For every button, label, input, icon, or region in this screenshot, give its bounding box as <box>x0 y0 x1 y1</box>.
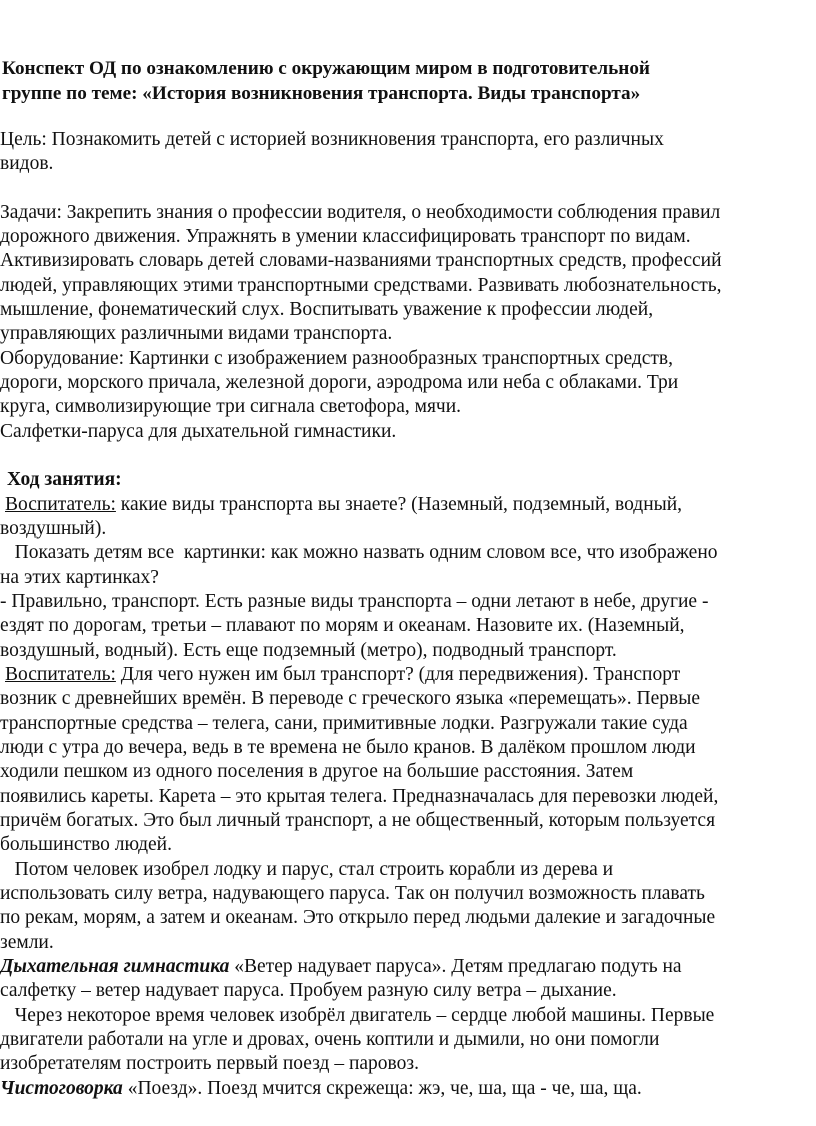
breathing-line-2: салфетку – ветер надувает паруса. Пробуем разную силу ветра – дыхание. <box>0 980 617 1001</box>
paragraph-2-line-3: - Правильно, транспорт. Есть разные виды транспорта – одни летают в небе, другие - <box>0 591 709 612</box>
tasks-line-4: людей, управляющих этими транспортными средствами. Развивать любознательность, <box>0 275 722 296</box>
equipment-line-1: Оборудование: Картинки с изображением разнообразных транспортных средств, <box>0 348 674 369</box>
goal-line-2: видов. <box>0 153 54 174</box>
paragraph-3-line-6: появились кареты. Карета – это крытая телега. Предназначалась для перевозки людей, <box>0 786 719 807</box>
tasks-line-5: мышление, фонематический слух. Воспитывать уважение к профессии людей, <box>0 299 654 320</box>
document-title-line-2: группе по теме: «История возникновения транспорта. Виды транспорта» <box>2 83 641 104</box>
tongue-twister-label: Чистоговорка <box>0 1078 123 1099</box>
paragraph-2-line-1: Показать детям все картинки: как можно назвать одним словом все, что изображено <box>0 542 718 563</box>
paragraph-5-line-1: Через некоторое время человек изобрёл двигатель – сердце любой машины. Первые <box>0 1005 715 1026</box>
breathing-label: Дыхательная гимнастика <box>0 956 230 977</box>
equipment-line-2: дороги, морского причала, железной дороги, аэродрома или неба с облаками. Три <box>0 372 679 393</box>
tongue-twister-text: «Поезд». Поезд мчится скрежеща: жэ, че, ша, ща - че, ша, ща. <box>122 1078 642 1099</box>
tongue-twister-line <box>0 1077 642 1101</box>
paragraph-3-line-7: причём богатых. Это был личный транспорт, а не общественный, которым пользуется <box>0 810 716 831</box>
paragraph-3-line-4: люди с утра до вечера, ведь в те времена не было кранов. В далёком прошлом люди <box>0 737 696 758</box>
paragraph-4-line-1: Потом человек изобрел лодку и парус, стал строить корабли из дерева и <box>0 859 614 880</box>
equipment-line-4: Салфетки-паруса для дыхательной гимнастики. <box>0 421 397 442</box>
paragraph-2-line-5: воздушный, водный). Есть еще подземный (метро), подводный транспорт. <box>0 640 617 661</box>
tasks-line-2: дорожного движения. Упражнять в умении классифицировать транспорт по видам. <box>0 226 691 247</box>
paragraph-5-line-2: двигатели работали на угле и дровах, очень коптили и дымили, но они помогли <box>0 1029 660 1050</box>
goal-line-1: Цель: Познакомить детей с историей возникновения транспорта, его различных <box>0 129 664 150</box>
tasks-line-1: Задачи: Закрепить знания о профессии водителя, о необходимости соблюдения правил <box>0 202 721 223</box>
breathing-text: «Ветер надувает паруса». Детям предлагаю подуть на <box>229 956 682 977</box>
paragraph-3-line-3: транспортные средства – телега, сани, примитивные лодки. Разгружали такие суда <box>0 713 688 734</box>
tasks-line-6: управляющих различными видами транспорта. <box>0 323 393 344</box>
paragraph-3-line-8: большинство людей. <box>0 834 172 855</box>
breathing-line-1 <box>0 955 682 979</box>
paragraph-3-line-2: возник с древнейших времён. В переводе с греческого языка «перемещать». Первые <box>0 688 700 709</box>
paragraph-2-line-2: на этих картинках? <box>0 567 159 588</box>
paragraph-3-line-1 <box>5 663 680 687</box>
paragraph-3-text: Для чего нужен им был транспорт? (для передвижения). Транспорт <box>115 664 681 685</box>
document-title-line-1: Конспект ОД по ознакомлению с окружающим миром в подготовительной <box>2 58 650 79</box>
paragraph-3-line-5: ходили пешком из одного поселения в другое на большие расстояния. Затем <box>0 761 634 782</box>
teacher-label: Воспитатель: <box>5 494 116 515</box>
paragraph-4-line-4: земли. <box>0 932 54 953</box>
paragraph-5-line-3: изобретателям построить первый поезд – паровоз. <box>0 1053 419 1074</box>
lesson-heading: Ход занятия: <box>7 469 122 490</box>
equipment-line-3: круга, символизирующие три сигнала светофора, мячи. <box>0 396 462 417</box>
paragraph-1-line-2: воздушный). <box>0 518 107 539</box>
tasks-line-3: Активизировать словарь детей словами-названиями транспортных средств, профессий <box>0 250 722 271</box>
teacher-label-2: Воспитатель: <box>5 664 116 685</box>
paragraph-4-line-3: по рекам, морям, а затем и океанам. Это открыло перед людьми далекие и загадочные <box>0 907 716 928</box>
paragraph-2-line-4: ездят по дорогам, третьи – плавают по морям и океанам. Назовите их. (Наземный, <box>0 615 685 636</box>
paragraph-4-line-2: использовать силу ветра, надувающего паруса. Так он получил возможность плавать <box>0 883 705 904</box>
paragraph-1-text: какие виды транспорта вы знаете? (Наземный, подземный, водный, <box>115 494 683 515</box>
paragraph-1-line-1 <box>5 493 682 517</box>
